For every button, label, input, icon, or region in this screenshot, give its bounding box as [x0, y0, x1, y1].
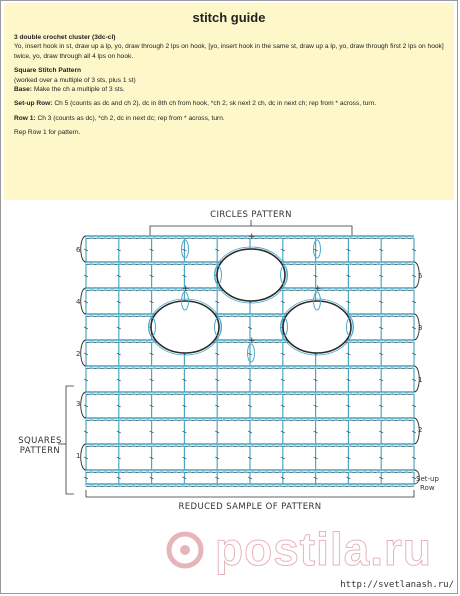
row-number-1-squares: 1	[76, 452, 81, 460]
source-url: http://svetlanash.ru/	[340, 580, 454, 590]
cluster-body: Yo, insert hook in st, draw up a lp, yo, draw through 2 lps on hook, [yo, insert hook in the same st, draw up a lp, yo, draw through first 2 lps on hook] twice, yo, draw through all 4 lps on hook.	[14, 43, 444, 60]
row-number-3: 3	[418, 324, 423, 332]
setup-row-text: Ch 5 (counts as dc and ch 2), dc in 8th ch from hook, *ch 2, sk next 2 ch, dc in next ch; rep from * across, turn.	[54, 100, 377, 108]
postila-logo	[165, 530, 205, 570]
row-number-3-squares: 3	[76, 400, 81, 408]
squares-label-line2: PATTERN	[19, 446, 61, 456]
squares-bracket	[66, 386, 74, 494]
reduced-bracket	[86, 490, 414, 497]
cluster-3dc	[314, 240, 321, 258]
postila-watermark: postila.ru	[215, 523, 433, 575]
squares-label-line1: SQUARES	[18, 436, 62, 446]
cluster-section	[14, 33, 444, 61]
setup-row-section	[14, 99, 444, 108]
row1-text: Ch 3 (counts as dc), *ch 2, dc in next dc; rep from * across, turn.	[37, 114, 225, 122]
row-number-2: 2	[76, 350, 81, 358]
setup-row-label: Set-up Row:	[14, 100, 53, 108]
plus-mark: +	[182, 284, 190, 294]
setup-label-line2: Row	[420, 484, 435, 492]
turning-chain	[81, 340, 86, 366]
row-number-6: 6	[76, 246, 81, 254]
row-number-1: 1	[418, 376, 423, 384]
row1-section	[14, 114, 444, 123]
circles-pattern-label: CIRCLES PATTERN	[210, 210, 292, 220]
turning-chain	[81, 444, 86, 470]
square-heading: Square Stitch Pattern	[14, 67, 82, 75]
base-label: Base:	[14, 86, 32, 94]
plus-mark: +	[248, 336, 256, 346]
cluster-circle	[283, 301, 351, 353]
cluster-circle	[217, 249, 285, 301]
stitch-grid	[81, 232, 423, 487]
cluster-heading: 3 double crochet cluster (3dc-cl)	[14, 34, 116, 41]
row-number-2-squares: 2	[418, 426, 423, 434]
reduced-sample-label: REDUCED SAMPLE OF PATTERN	[178, 502, 322, 512]
row-number-4: 4	[76, 298, 81, 306]
repeat-line	[14, 128, 444, 137]
turning-chain	[81, 288, 86, 314]
crochet-chart	[0, 200, 460, 520]
stitch-guide-panel	[4, 3, 454, 200]
plus-mark: +	[248, 232, 256, 242]
repeat-text: Rep Row 1 for pattern.	[14, 129, 81, 137]
base-text: Make the ch a multiple of 3 sts.	[33, 86, 125, 94]
square-note: (worked over a multiple of 3 sts, plus 1 st)	[14, 76, 136, 84]
row-number-5: 5	[418, 272, 423, 280]
square-section	[14, 66, 444, 94]
setup-label-line1: Set-up	[416, 475, 439, 483]
plus-mark: +	[314, 284, 322, 294]
cluster-circle	[151, 301, 219, 353]
turning-chain	[81, 392, 86, 418]
turning-chain	[81, 236, 86, 262]
guide-title: stitch guide	[192, 10, 266, 25]
row1-label: Row 1:	[14, 114, 36, 122]
